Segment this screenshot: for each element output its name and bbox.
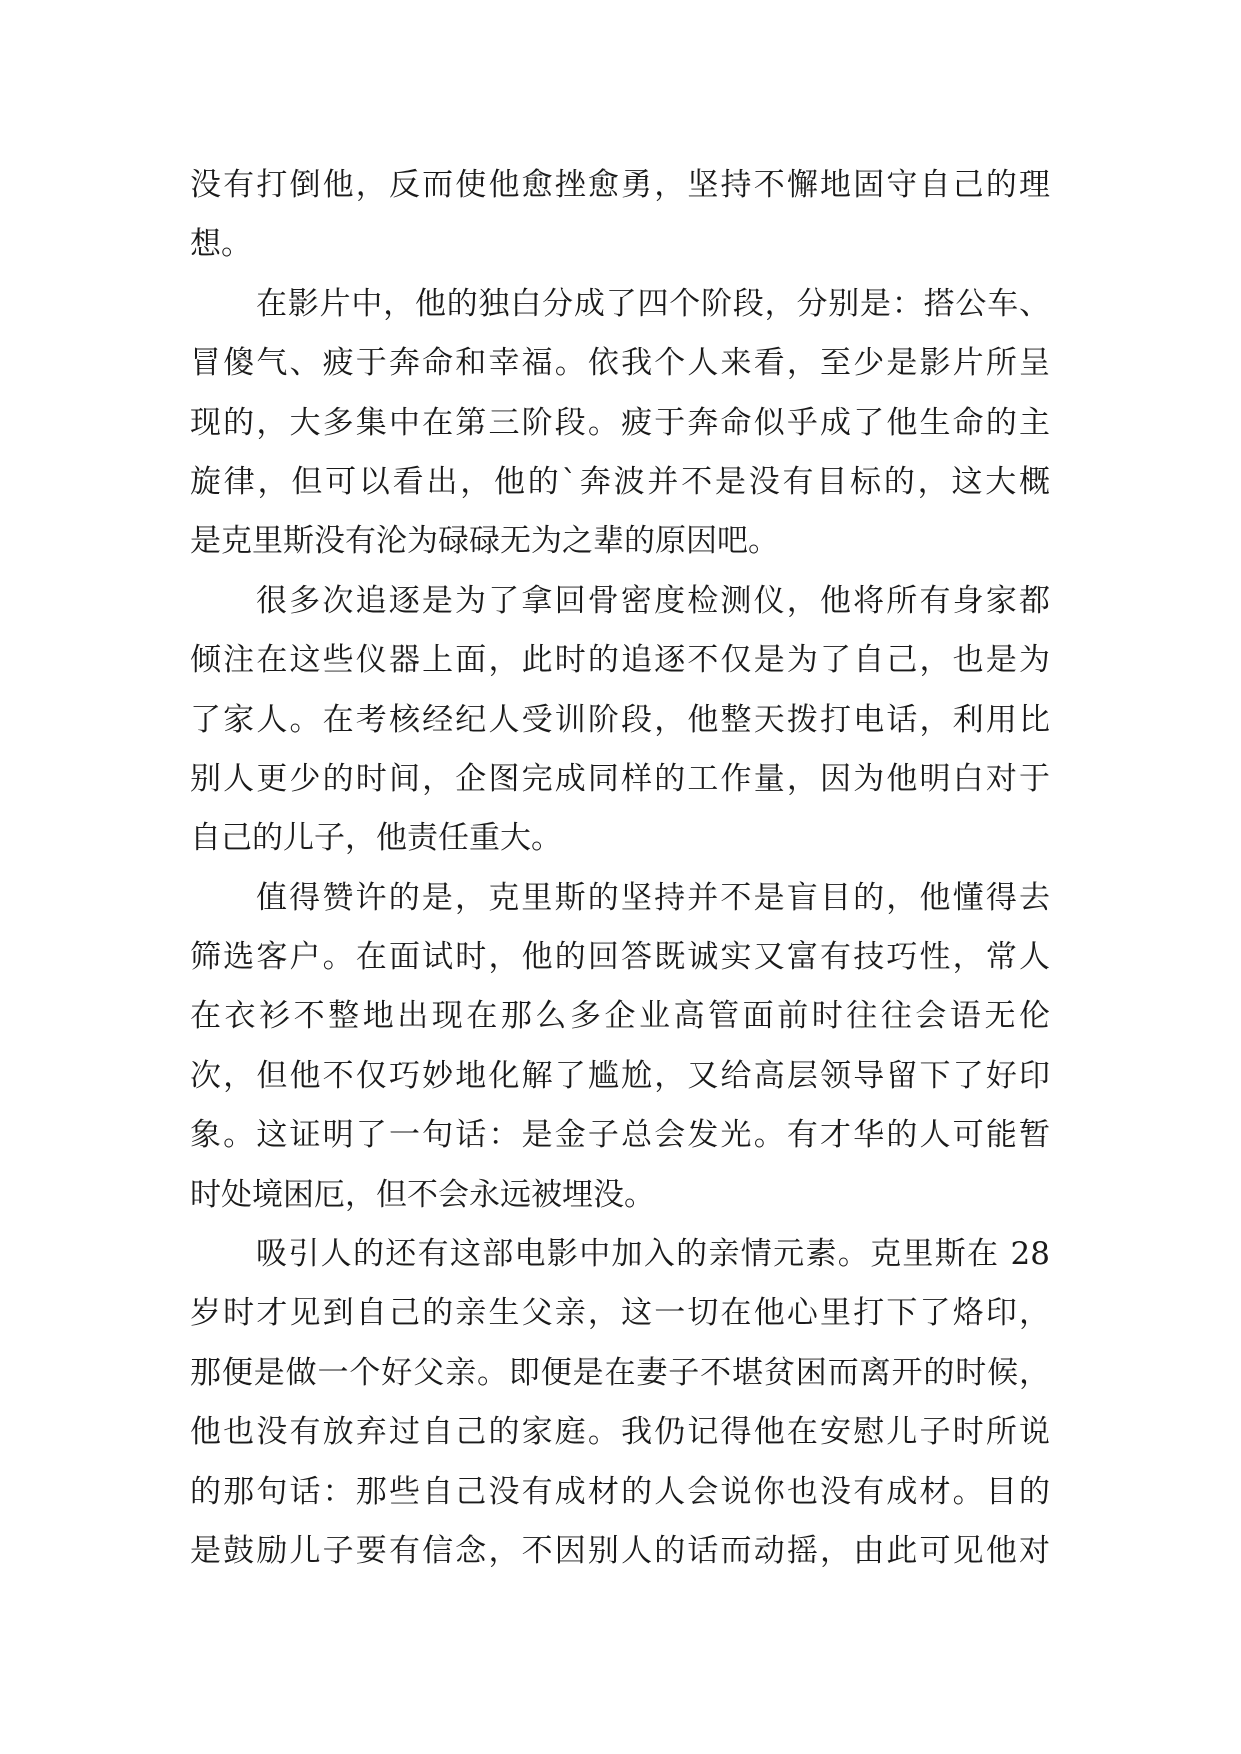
text-line: 自己的儿子，他责任重大。: [190, 820, 562, 857]
text-line: 是鼓励儿子要有信念，不因别人的话而动摇，由此可见他对: [190, 1532, 1050, 1569]
text-line: 在衣衫不整地出现在那么多企业高管面前时往往会语无伦: [190, 998, 1050, 1035]
text-line: 冒傻气、疲于奔命和幸福。依我个人来看，至少是影片所呈: [190, 345, 1050, 382]
text-line: 他也没有放弃过自己的家庭。我仍记得他在安慰儿子时所说: [190, 1414, 1050, 1451]
text-line: 别人更少的时间，企图完成同样的工作量，因为他明白对于: [190, 760, 1050, 797]
text-line: 的那句话：那些自己没有成材的人会说你也没有成材。目的: [190, 1473, 1050, 1510]
text-line: 值得赞许的是，克里斯的坚持并不是盲目的，他懂得去: [256, 879, 1050, 916]
text-line: 是克里斯没有沦为碌碌无为之辈的原因吧。: [190, 523, 779, 560]
text-line: 筛选客户。在面试时，他的回答既诚实又富有技巧性，常人: [190, 939, 1050, 976]
text-line: 旋律，但可以看出，他的`奔波并不是没有目标的，这大概: [190, 463, 1050, 500]
text-line: 在影片中，他的独白分成了四个阶段，分别是：搭公车、: [256, 285, 1050, 322]
text-line: 岁时才见到自己的亲生父亲，这一切在他心里打下了烙印，: [190, 1295, 1050, 1332]
text-line: 现的，大多集中在第三阶段。疲于奔命似乎成了他生命的主: [190, 404, 1050, 441]
text-line: 吸引人的还有这部电影中加入的亲情元素。克里斯在 28: [256, 1236, 1050, 1273]
text-line: 倾注在这些仪器上面，此时的追逐不仅是为了自己，也是为: [190, 642, 1050, 679]
text-line: 时处境困厄，但不会永远被埋没。: [190, 1176, 655, 1213]
text-line: 了家人。在考核经纪人受训阶段，他整天拨打电话，利用比: [190, 701, 1050, 738]
text-line: 象。这证明了一句话：是金子总会发光。有才华的人可能暂: [190, 1117, 1050, 1154]
text-line: 想。: [190, 226, 252, 263]
text-line: 很多次追逐是为了拿回骨密度检测仪，他将所有身家都: [256, 582, 1050, 619]
text-line: 没有打倒他，反而使他愈挫愈勇，坚持不懈地固守自己的理: [190, 167, 1050, 203]
body-text: [190, 156, 1050, 1581]
text-line: 那便是做一个好父亲。即便是在妻子不堪贫困而离开的时候，: [190, 1354, 1050, 1391]
text-line: 次，但他不仅巧妙地化解了尴尬，又给高层领导留下了好印: [190, 1057, 1050, 1094]
